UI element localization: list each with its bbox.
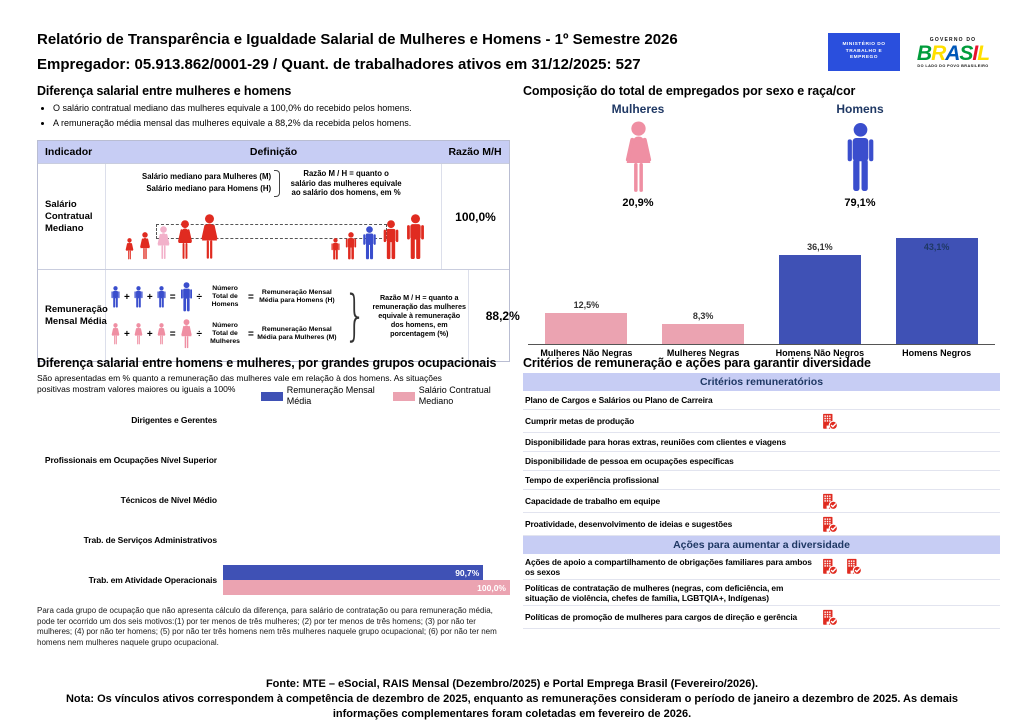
column-header-indicador: Indicador xyxy=(45,146,93,158)
ratio-value: 100,0% xyxy=(441,164,509,269)
men-result-label: Remuneração Mensal Média para Homens (H) xyxy=(259,289,335,304)
criteria-label: Políticas de promoção de mulheres para cargos de direção e gerência xyxy=(525,612,798,622)
men-formula xyxy=(110,282,337,312)
criteria-row xyxy=(523,471,1000,490)
man-icon xyxy=(344,232,358,260)
brasil-letter: A xyxy=(945,41,960,65)
pay-gap-section xyxy=(37,84,520,362)
bar-value-label: 43,1% xyxy=(923,242,950,252)
company-check-icon xyxy=(821,493,838,510)
indicator-label: Remuneração Mensal Média xyxy=(38,270,106,361)
brasil-wordmark xyxy=(906,43,1000,64)
criteria-label: Capacidade de trabalho em equipe xyxy=(525,496,661,506)
report-title xyxy=(37,27,678,77)
bar-category-label: Homens Negros xyxy=(902,348,972,358)
criteria-icons xyxy=(817,493,996,510)
title-line-2: Empregador: 05.913.862/0001-29 / Quant. de trabalhadores ativos em 31/12/2025: 527 xyxy=(37,56,641,73)
occupational-footnote: Para cada grupo de ocupação que não apresenta cálculo da diferença, para salário de contratação ou para remuneração média, pode ter ocorrido um dos seis motivos:(1) por ter menos de três mulheres; (2) por ter menos de três homens; (3) por não ter mulheres; (4) por não ter homens; (5) por não ter três homens nem três mulheres naquele grupo ocupacional; (6) por não ter nem homens nem mulheres naquele grupo ocupacional. xyxy=(37,606,497,647)
criteria-label: Cumprir metas de produção xyxy=(525,416,635,426)
bar-category-label: Mulheres Não Negras xyxy=(540,348,633,358)
definition-cell xyxy=(106,164,441,269)
column-header-definicao: Definição xyxy=(249,146,298,158)
women-formula xyxy=(110,319,337,349)
median-women-line: Salário mediano para Mulheres (M) xyxy=(142,172,272,182)
bar-group xyxy=(878,238,995,344)
women-result-label: Remuneração Mensal Média para Mulheres (M) xyxy=(257,326,337,341)
composition-section xyxy=(523,84,1000,358)
criteria-row xyxy=(523,410,1000,433)
section-band: Ações para aumentar a diversidade xyxy=(523,536,1000,554)
bullet-mean-remuneration: • A remuneração média mensal das mulheres equivale a 88,2% da recebida pelos homens. xyxy=(53,116,510,131)
bar-group xyxy=(528,300,645,344)
indicator-label: Salário Contratual Mediano xyxy=(38,164,106,269)
mte-logo-text: MINISTÉRIO DO TRABALHO E EMPREGO xyxy=(842,42,886,61)
man-icon xyxy=(110,286,121,308)
bar-category-label: Homens Não Negros xyxy=(775,348,865,358)
equals-sign: = xyxy=(248,328,254,340)
criteria-row xyxy=(523,513,1000,536)
woman-icon xyxy=(198,214,221,260)
brasil-letter: I xyxy=(972,41,978,65)
men-divisor-label: Número Total de Homens xyxy=(211,285,239,308)
bar-value-label: 100,0% xyxy=(477,582,506,593)
mte-logo xyxy=(828,33,900,71)
chart-row xyxy=(37,480,510,520)
median-men-line: Salário mediano para Homens (H) xyxy=(146,184,272,194)
category-label: Dirigentes e Gerentes xyxy=(131,415,217,425)
criteria-row xyxy=(523,452,1000,471)
column-header-razao: Razão M/H xyxy=(448,146,502,158)
criteria-row xyxy=(523,580,1000,606)
women-percentage: 20,9% xyxy=(622,197,654,209)
men-label: Homens xyxy=(836,102,884,116)
report-footer xyxy=(0,677,1024,722)
chart-row xyxy=(37,560,510,600)
legend-item xyxy=(261,385,383,407)
ratio-value: 88,2% xyxy=(468,270,536,361)
woman-icon xyxy=(175,220,195,260)
bar xyxy=(545,313,627,344)
woman-icon xyxy=(110,323,121,345)
woman-icon xyxy=(179,319,194,349)
gov-logos xyxy=(828,33,1000,71)
median-woman-icon xyxy=(155,226,172,260)
criteria-icons xyxy=(817,609,996,626)
criteria-row xyxy=(523,391,1000,410)
company-check-icon xyxy=(821,413,838,430)
bar xyxy=(779,255,861,344)
bracket-shape xyxy=(274,170,280,197)
pay-gap-table-header xyxy=(38,141,509,163)
brace-shape: } xyxy=(343,283,367,347)
man-icon xyxy=(381,220,401,260)
bar xyxy=(662,324,744,344)
bar xyxy=(896,238,978,344)
bar-value-label: 12,5% xyxy=(573,300,600,310)
legend-item xyxy=(393,385,510,407)
pay-gap-heading: Diferença salarial entre mulheres e homens xyxy=(37,84,292,98)
note-line: Nota: Os vínculos ativos correspondem à competência de dezembro de 2025, enquanto as remunerações consideram o período de janeiro a dezembro de 2025. As demais informações complementares foram coletadas em fevereiro de 2026. xyxy=(65,693,959,720)
occupational-chart xyxy=(37,400,510,600)
title-line-1: Relatório de Transparência e Igualdade Salarial de Mulheres e Homens - 1º Semestre 2026 xyxy=(37,31,678,48)
median-lines xyxy=(142,171,271,195)
legend-label: Remuneração Mensal Média xyxy=(286,385,375,406)
legend-swatch-blue xyxy=(261,392,283,401)
plus-sign: + xyxy=(124,291,130,303)
governo-do-text: GOVERNO DO xyxy=(929,36,977,43)
brasil-logo xyxy=(906,37,1000,68)
brasil-letter: B xyxy=(916,41,932,65)
equals-sign: = xyxy=(169,291,176,303)
company-check-icon xyxy=(821,558,838,575)
bar-value-label: 8,3% xyxy=(692,311,714,321)
legend-label: Salário Contratual Mediano xyxy=(418,385,491,406)
criteria-row xyxy=(523,433,1000,452)
woman-icon xyxy=(133,323,144,345)
pay-gap-table xyxy=(37,140,520,362)
occupational-section xyxy=(37,356,510,648)
occupational-subtext: São apresentadas em % quanto a remuneração das mulheres vale em relação à dos homens. As situações positivas mostram valores maiores ou iguais a 100% xyxy=(37,373,442,394)
category-label: Trab. de Serviços Administrativos xyxy=(83,535,217,545)
legend-swatch-pink xyxy=(393,392,415,401)
composition-heading: Composição do total de empregados por sexo e raça/cor xyxy=(523,84,856,98)
chart-row xyxy=(37,520,510,560)
plus-sign: + xyxy=(124,328,130,340)
company-check-icon xyxy=(821,609,838,626)
company-check-icon xyxy=(845,558,862,575)
median-man-icon xyxy=(361,226,378,260)
criteria-label: Disponibilidade de pessoa em ocupações específicas xyxy=(525,456,734,466)
plus-sign: + xyxy=(146,291,153,303)
man-icon xyxy=(133,286,144,308)
criteria-label: Políticas de contratação de mulheres (negras, com deficiência, em situação de violência, chefes de família, LGBTQIA+, Indígenas) xyxy=(525,582,784,603)
criteria-label: Disponibilidade para horas extras, reuniões com clientes e viagens xyxy=(525,437,787,447)
bar-value-label: 36,1% xyxy=(807,242,833,252)
bar-group xyxy=(762,242,879,344)
plus-sign: + xyxy=(146,328,153,340)
median-illustration xyxy=(112,201,435,261)
brasil-letter: S xyxy=(959,41,973,65)
divide-sign: ÷ xyxy=(196,291,203,303)
bullet-median-salary: • O salário contratual mediano das mulheres equivale a 100,0% do recebido pelos homens. xyxy=(53,101,510,116)
ratio-definition-note: Razão M / H = quanto a remuneração das mulheres equivale à remuneração dos homens, em porcentagem (%) xyxy=(372,293,466,338)
criteria-heading: Critérios de remuneração e ações para garantir diversidade xyxy=(523,356,871,370)
criteria-row xyxy=(523,606,1000,629)
bar-value-label: 90,7% xyxy=(455,567,480,578)
women-summary xyxy=(558,102,718,209)
bar-group xyxy=(645,311,762,344)
section-band: Critérios remuneratórios xyxy=(523,373,1000,391)
criteria-row xyxy=(523,554,1000,580)
category-label: Profissionais em Ocupações Nível Superior xyxy=(44,455,217,465)
criteria-row xyxy=(523,490,1000,513)
men-percentage: 79,1% xyxy=(844,197,876,209)
criteria-label: Plano de Cargos e Salários ou Plano de Carreira xyxy=(525,395,713,405)
women-label: Mulheres xyxy=(611,102,665,116)
criteria-section xyxy=(523,356,1000,629)
brasil-letter: L xyxy=(977,41,990,65)
bar xyxy=(223,580,510,595)
criteria-label: Proatividade, desenvolvimento de ideias e sugestões xyxy=(525,519,733,529)
formula-illustration xyxy=(110,282,337,349)
brasil-letter: R xyxy=(931,41,946,65)
man-icon xyxy=(330,238,341,260)
criteria-icons xyxy=(817,558,996,575)
chart-row xyxy=(37,440,510,480)
criteria-table xyxy=(523,373,1000,629)
source-line: Fonte: MTE – eSocial, RAIS Mensal (Dezembro/2025) e Portal Emprega Brasil (Fevereiro/2026). xyxy=(265,678,759,690)
bar xyxy=(223,565,483,580)
criteria-icons xyxy=(817,413,996,430)
company-check-icon xyxy=(821,516,838,533)
occupational-heading: Diferença salarial entre homens e mulheres, por grandes grupos ocupacionais xyxy=(37,356,497,370)
category-label: Técnicos de Nível Médio xyxy=(120,495,217,505)
man-icon xyxy=(404,214,427,260)
woman-icon xyxy=(124,238,135,260)
definition-text-block xyxy=(142,169,435,198)
equals-sign: = xyxy=(248,291,254,303)
table-row xyxy=(38,163,509,269)
woman-icon xyxy=(156,323,167,345)
definition-cell xyxy=(106,270,468,361)
table-row xyxy=(38,269,520,361)
equals-sign: = xyxy=(169,328,176,340)
bar-category-label: Mulheres Negras xyxy=(666,348,740,358)
criteria-label: Tempo de experiência profissional xyxy=(525,475,659,485)
pay-gap-bullets xyxy=(53,101,510,131)
brasil-tagline: DO LADO DO POVO BRASILEIRO xyxy=(917,63,989,68)
men-figures-group xyxy=(330,214,427,260)
man-icon xyxy=(156,286,167,308)
ratio-definition-note: Razão M / H = quanto o salário das mulheres equivale ao salário dos homens, em % xyxy=(290,169,402,197)
occupational-subtext-row xyxy=(37,373,510,406)
bars xyxy=(223,565,510,595)
criteria-label: Ações de apoio a compartilhamento de obrigações familiares para ambos os sexos xyxy=(525,556,812,577)
chart-legend xyxy=(257,385,510,407)
women-figures-group xyxy=(124,214,221,260)
man-icon xyxy=(179,282,194,312)
composition-chart-plot xyxy=(528,234,995,345)
woman-icon xyxy=(138,232,152,260)
criteria-icons xyxy=(817,516,996,533)
divide-sign: ÷ xyxy=(196,328,203,340)
category-label: Trab. em Atividade Operacionais xyxy=(88,575,217,585)
men-summary xyxy=(780,102,940,209)
women-divisor-label: Número Total de Mulheres xyxy=(210,322,240,345)
man-icon xyxy=(843,121,878,194)
woman-icon xyxy=(620,121,657,194)
